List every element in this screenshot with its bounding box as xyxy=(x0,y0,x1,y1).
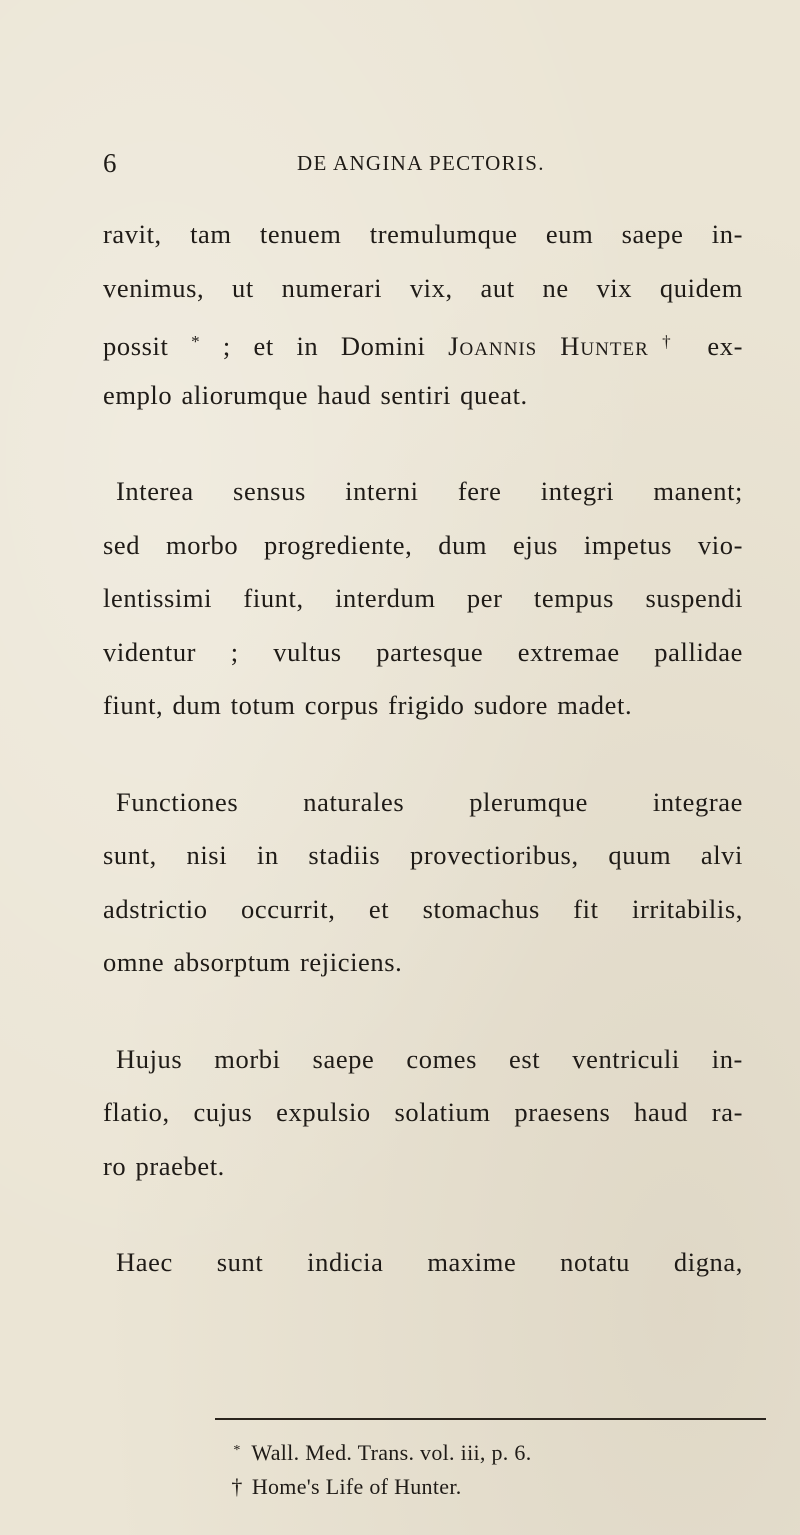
text-line: Haec sunt indicia maxime notatu digna, xyxy=(116,1247,743,1277)
text-line: fiunt, dum totum corpus frigido sudore madet. xyxy=(103,690,633,720)
page-number: 6 xyxy=(103,148,117,178)
footnote-text: Wall. Med. Trans. vol. iii, p. 6. xyxy=(251,1440,532,1465)
text-line: Interea sensus interni fere integri manent; xyxy=(116,476,743,506)
text-line: venimus, ut numerari vix, aut ne vix quidem xyxy=(103,272,743,303)
text-fragment: possit xyxy=(103,331,169,361)
page-header xyxy=(103,147,743,179)
text-line: emplo aliorumque haud sentiri queat. xyxy=(103,379,528,410)
text-line: sed morbo progrediente, dum ejus impetus vio- xyxy=(103,529,743,560)
text-line: Hujus morbi saepe comes est ventriculi in- xyxy=(116,1043,743,1074)
text-line: omne absorptum rejiciens. xyxy=(103,947,403,977)
footnote-mark: † xyxy=(231,1474,243,1499)
footnote xyxy=(228,1470,748,1504)
text-line: sunt, nisi in stadiis provectioribus, quum alvi xyxy=(103,840,743,870)
footnote-mark: * xyxy=(233,1443,241,1458)
running-title: DE ANGINA PECTORIS. xyxy=(297,151,545,175)
paragraph xyxy=(103,776,743,990)
footnote-rule xyxy=(215,1418,766,1420)
footnote-text: Home's Life of Hunter. xyxy=(251,1474,462,1499)
main-text xyxy=(103,208,743,1290)
text-line: ro praebet. xyxy=(103,1150,225,1181)
text-line: ravit, tam tenuem tremulumque eum saepe in- xyxy=(103,219,743,249)
text-fragment: ex- xyxy=(707,331,744,361)
text-line: lentissimi fiunt, interdum per tempus suspendi xyxy=(103,583,743,613)
paragraph xyxy=(103,208,743,422)
footnote xyxy=(228,1434,748,1470)
footnote-ref-dagger: † xyxy=(648,332,685,351)
footnotes xyxy=(228,1434,748,1504)
paragraph xyxy=(103,1033,743,1194)
paragraph xyxy=(103,465,743,733)
text-line: videntur ; vultus partesque extremae pallidae xyxy=(103,636,743,667)
text-line xyxy=(103,315,743,369)
text-line: adstrictio occurrit, et stomachus fit irritabilis, xyxy=(103,893,743,924)
author-name-smallcaps: Joannis Hunter xyxy=(448,331,649,361)
paragraph xyxy=(103,1236,743,1290)
text-line: Functiones naturales plerumque integrae xyxy=(116,786,743,817)
footnote-ref-star: * xyxy=(191,332,201,351)
text-line: flatio, cujus expulsio solatium praesens haud ra- xyxy=(103,1097,743,1127)
text-fragment: ; et in Domini xyxy=(222,331,426,361)
